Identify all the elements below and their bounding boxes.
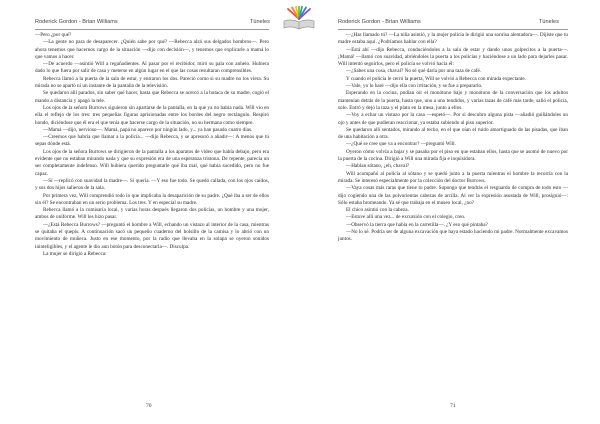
- running-header-authors: Roderick Gordon - Brian Williams: [338, 19, 421, 25]
- paragraph: Rebecca llamó a la comisaría local, y varias horas después llegaron dos policías, un hombre y una mujer, ambos de uniforme. Will les hizo pasar.: [35, 207, 269, 221]
- paragraph: —Pero ¿por qué?: [35, 32, 72, 38]
- paragraph: —¿Está Rebecca Burrows? —preguntó el hombre a Will, echando un vistazo al interior de la casa, mientras se quitaba el quepis. A continuación sacó un pequeño cuaderno del bolsillo de la camisa y lo abrió con un movimiento de muñeca. Justo en ese momento, por la radio que llevaba en la solapa se oyeron sonidos ininteligibles, y el agente le dio aun botón para desconectarla—. Disculpa.: [35, 221, 269, 250]
- page-number: 70: [146, 403, 152, 409]
- paragraph: —Está ahí —dijo Rebecca, conduciéndoles a la sala de estar y dando unos golpecitos a la puerta—. ¡Mamá! —llamó con suavidad, abriéndoles la puerta a los policías y haciéndose a un lado para dejarles pasar. Will intentó seguirlos, pero el policía se volvió hacia él:: [338, 46, 568, 68]
- paragraph: —De acuerdo —asintió Will a regañadientes. Al pasar por el recibidor, miró su pala con anhelo. Hubiera dado lo que fuera por salir de casa y meterse en algún lugar en el que las cosas resultaran comprensibles.: [35, 61, 269, 75]
- page-number: 71: [450, 403, 456, 409]
- paragraph: —Creemos que habría que llamar a la policía... —dijo Rebecca, y se apresuró a añadir—: A menos que tú sepas dónde está.: [35, 134, 269, 148]
- header-rule: [338, 29, 568, 30]
- paragraph: —La gente no para de desaparecer. ¿Quién sabe por qué? —Rebecca alzó sus delgados hombros—. Pero ahora tenemos que hacernos cargo de la situación —dijo con decisión—, y tenemos que explicarle a mamá lo que vamos a hacer.: [35, 39, 269, 60]
- paragraph: —Observó la tierra que había en la carretilla—. ¿Y eso qué pintaba?: [346, 221, 488, 228]
- paragraph: Y cuando el policía le cerró la puerta, Will se volvió a Rebecca con mirada expectante.: [346, 75, 526, 82]
- running-header-authors: Roderick Gordon - Brian Williams: [35, 19, 118, 25]
- paragraph: —Mamá —dijo, nervioso—. Mamá, papá no aparece por ningún lado, y... ya han pasado cuatro días.: [43, 126, 253, 133]
- paragraph: —Hablan sótano, ¿eh, chaval?: [346, 163, 410, 170]
- header-rule: [35, 29, 269, 30]
- paragraph: Los ojos de la señora Burrows se dirigieron de la pantalla a los aparatos de vídeo que había debajo, pero era evidente que no estaban mirando nada y que su expresión era de una esperanza tristona. De repente, parecía un ser completamente indefenso. Will hubiera querido preguntarle qué iba mal, qué había sucedido, pero no fue capaz.: [35, 148, 269, 177]
- paragraph: Oyeron cómo volvía a bajar y se pasaba por el piso en que estaban ellos, hasta que se asomó de nuevo por la puerta de la cocina. Dirigió a Will una mirada fija e inquisidora.: [338, 148, 568, 163]
- page-body-text: [338, 32, 568, 244]
- paragraph: —Vale, yo lo haré —dijo ella con irritación, y se fue a prepararlo.: [346, 83, 483, 90]
- paragraph: —No lo sé. Podría ser de alguna excavación que haya estado haciendo mi padre. Normalmente excavamos juntos.: [338, 229, 568, 243]
- publisher-book-logo-icon: [282, 6, 316, 32]
- paragraph: —¿Has llamado tú? —La niña asintió, y la mujer policía le dirigió una sonrisa alentadora—. Dijiste que tu madre estaba aquí. ¿Podríamos hablar con ella?: [338, 32, 568, 46]
- paragraph: Se quedaron allí sentados, mirando al techo, en el que oían el ruido amortiguado de las pisadas, que iban de una habitación a otra.: [338, 126, 568, 141]
- paragraph: —¿Qué se cree que va a encontrar? —preguntó Will.: [346, 141, 456, 148]
- page-body-text: [35, 32, 269, 258]
- paragraph: —Voy a echar un vistazo por la casa —espetó—. Por si descubro alguna pista —añadió guiñándoles un ojo y antes de que pudieran reaccionar, ya estaba subiendo al piso superior.: [338, 112, 568, 126]
- paragraph: La mujer se dirigió a Rebecca:: [43, 250, 107, 257]
- paragraph: Esperando en la cocina, podían oír el monótono bajo y monótono de la conversación que los adultos mantenían detrás de la puerta, hasta que, uno a uno tendidos, y varias tazas de café más tarde, salió el policía, solo. Entró y dejó la taza y el plato en la mesa, junto a ellos.: [338, 90, 568, 111]
- paragraph: Will acompañó al policía al sótano y se quedó junto a la puerta mientras el hombre la recorría con la mirada. Se interesó especialmente por la colección del doctor Burrows.: [338, 170, 568, 184]
- running-header-title: Túneles: [250, 19, 270, 25]
- right-page: [300, 0, 600, 424]
- paragraph: —¿Sabes una cosa, chaval? No sé qué daría por una taza de café.: [346, 68, 482, 75]
- paragraph: El chico asintió con la cabeza.: [346, 207, 409, 214]
- paragraph: Rebecca llamó a la puerta de la sala de estar, y entraron los dos. Pareció como si su madre no los viera. Su mirada no se apartó ni un instante de la pantalla de la televisión.: [35, 75, 269, 90]
- paragraph: Por primera vez, Will comprendió todo lo que implicaba la desaparición de su padre. ¿Qué iba a ser de ellos sin él? Se encontraban en un serio problema. Los tres. Y en especial su madre.: [35, 192, 269, 206]
- paragraph: —Vaya cosas más raras que tiene tu padre. Supongo que tendrás el resguardo de compra de todo esto —dijo cogiendo una de las polvorientas cabezas de arcilla. Al ver la expresión asustada de Will, prosiguió—: Sólo estaba bromeando. Ya sé que trabaja en el museo local, ¿no?: [338, 185, 568, 206]
- paragraph: Se quedaron allí parados, sin saber qué hacer, hasta que Rebecca se acercó a la butaca de su madre, cogió el mando a distancia y apagó la tele.: [35, 90, 269, 104]
- paragraph: Los ojos de la señora Burrows siguieron sin apartarse de la pantalla, en la que ya no había nada. Will vio en ella el reflejo de los tres: tres pequeñas figuras aprisionadas entre los bordes del negro rectángulo. Respiró hondo, diciéndose que él era el que tenía que hacerse cargo de la situación, no su hermana como siempre.: [35, 104, 269, 126]
- paragraph: —Sí —replicó con suavidad la madre—. Sí quería. —Y eso fue todo. Se quedó callada, con los ojos caídos, y sus dos hijos salieron de la sala.: [35, 177, 269, 192]
- running-header-title: Túneles: [539, 19, 559, 25]
- paragraph: —Estuve allí una vez... de excursión con el colegio, creo.: [346, 214, 466, 221]
